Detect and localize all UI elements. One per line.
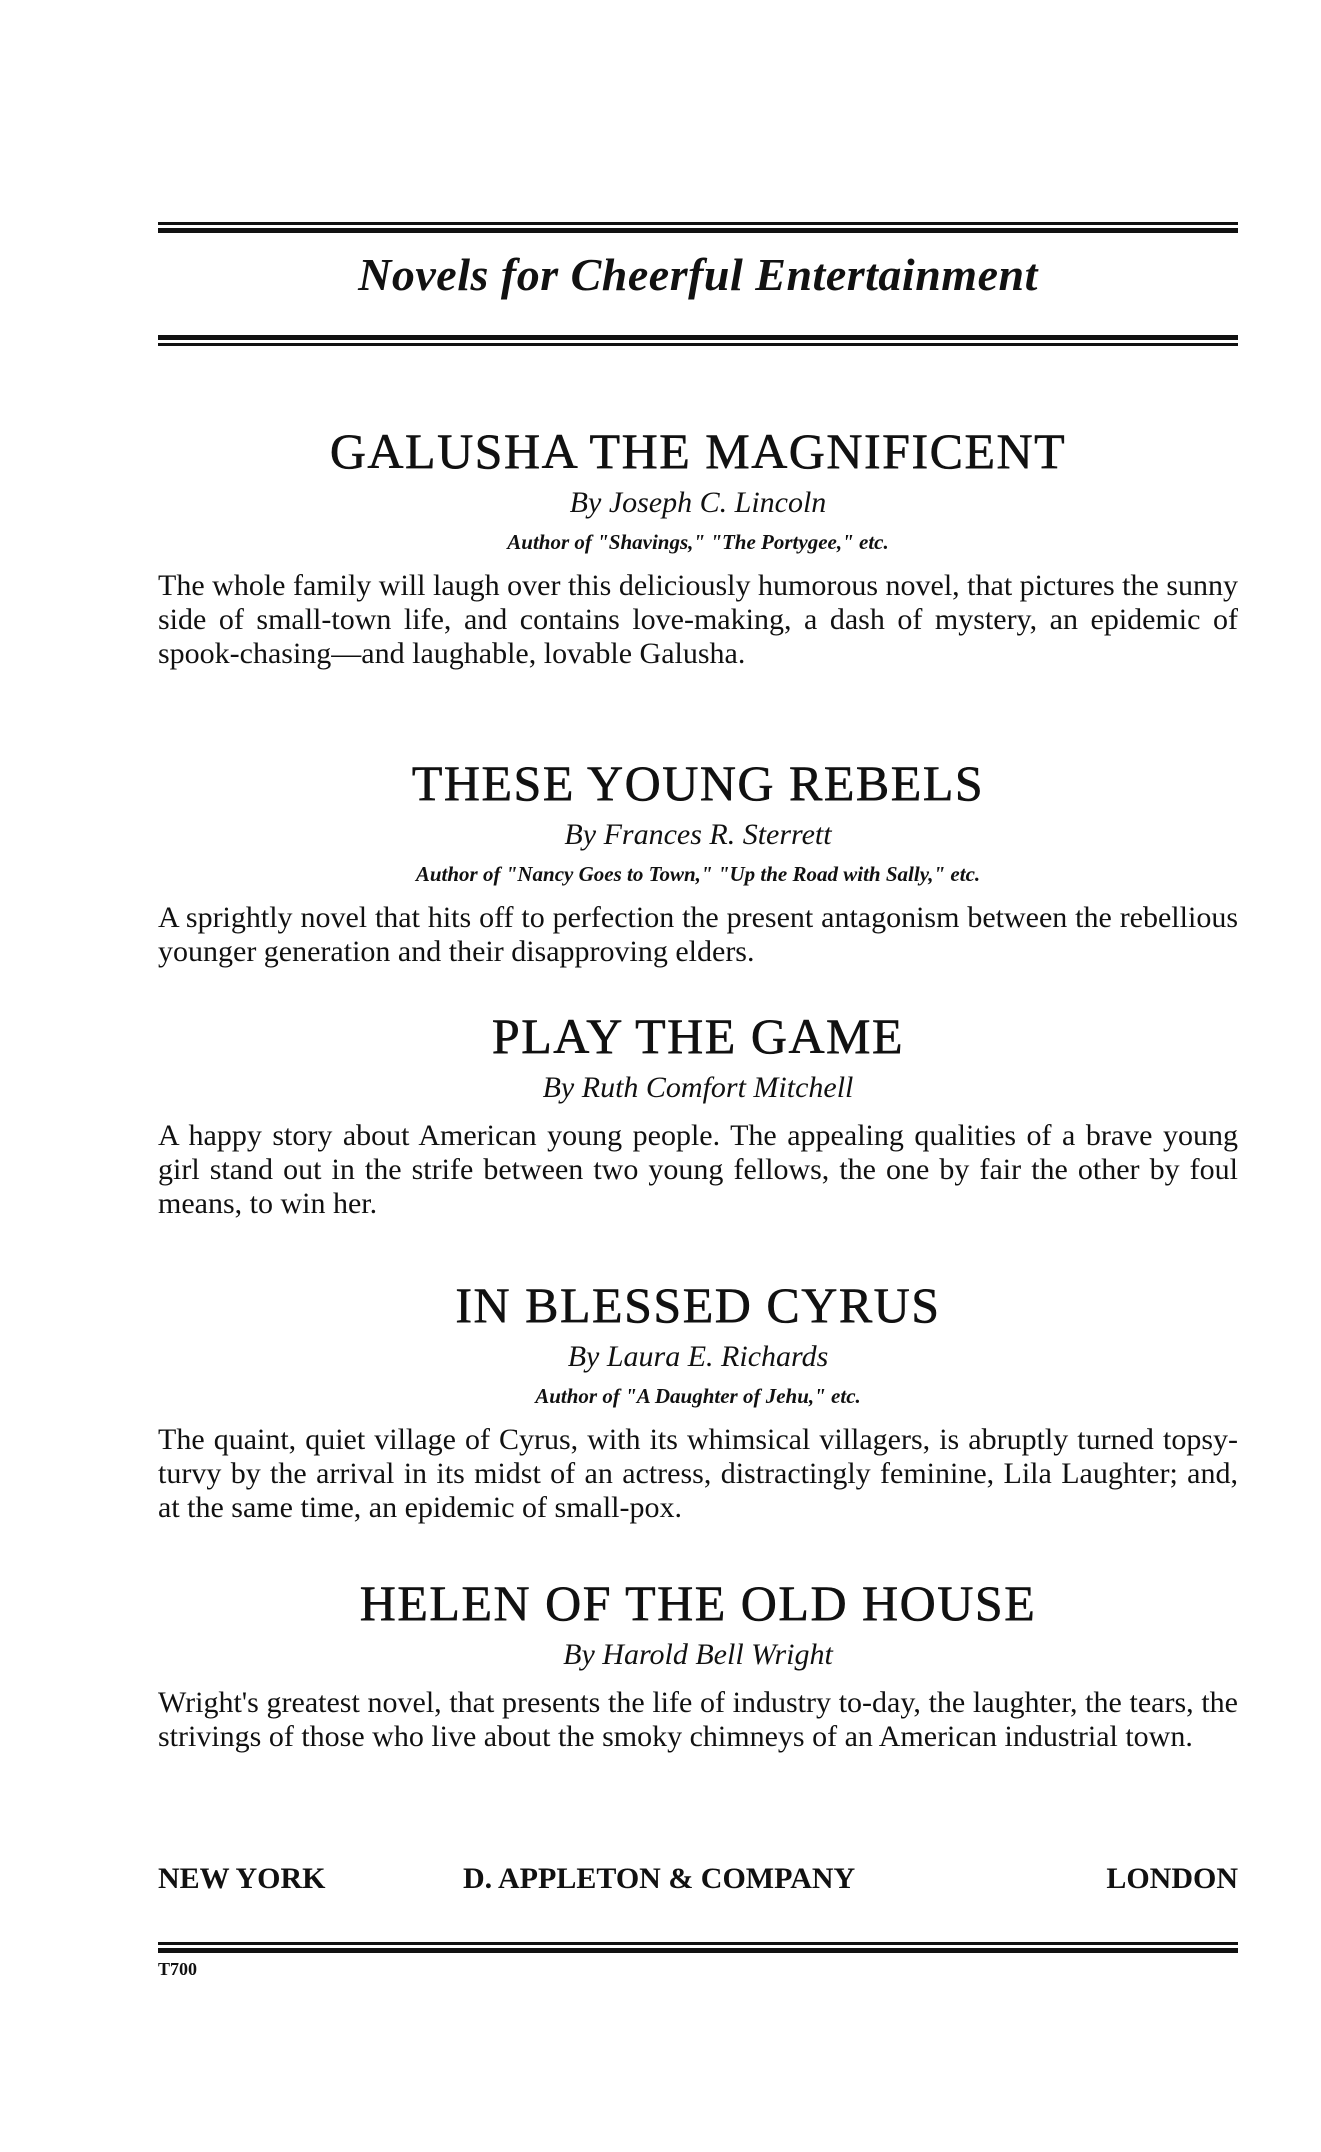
book-byline: By Laura E. Richards [567, 1340, 829, 1373]
book-author-of: Author of "Nancy Goes to Town," "Up the Road with Sally," etc. [415, 862, 981, 886]
book-byline: By Joseph C. Lincoln [569, 486, 827, 519]
book-description: A happy story about American young people. The appealing qualities of a brave young girl stand out in the strife between two young fellows, the one by fair the other by foul means, to win her. [158, 1119, 1238, 1220]
book-entry [158, 1277, 1238, 1525]
catalog-code: T700 [158, 1959, 198, 1979]
footer-rule [158, 1942, 1238, 1954]
book-description: The whole family will laugh over this deliciously humorous novel, that pictures the sunny side of small-town life, and contains love-making, a dash of mystery, an epidemic of spook-chasing—and laughable, lovable Galusha. [158, 569, 1238, 670]
publisher-name: D. APPLETON & COMPANY [463, 1862, 856, 1895]
book-title: HELEN OF THE OLD HOUSE [359, 1575, 1037, 1631]
book-title: PLAY THE GAME [491, 1008, 905, 1064]
book-title: GALUSHA THE MAGNIFICENT [329, 423, 1067, 479]
publisher-city-right: LONDON [1106, 1862, 1238, 1895]
book-entry [158, 423, 1238, 671]
book-entry [158, 1575, 1238, 1754]
header-bottom-rule [158, 335, 1238, 347]
book-description: The quaint, quiet village of Cyrus, with its whimsical villagers, is abruptly turned topsy-turvy by the arrival in its midst of an actress, distractingly feminine, Lila Laughter; and, at the same time, an epidemic of small-pox. [158, 1423, 1238, 1524]
book-entry [158, 1008, 1238, 1221]
book-byline: By Ruth Comfort Mitchell [542, 1071, 854, 1104]
book-description: A sprightly novel that hits off to perfection the present antagonism between the rebellious younger generation and their disapproving elders. [158, 901, 1238, 968]
book-title: THESE YOUNG REBELS [411, 755, 985, 811]
publisher-line [158, 1864, 1238, 1898]
book-author-of: Author of "A Daughter of Jehu," etc. [535, 1384, 861, 1408]
book-byline: By Frances R. Sterrett [564, 818, 832, 851]
book-entry [158, 755, 1238, 969]
page-title: Novels for Cheerful Entertainment [358, 249, 1038, 300]
book-title: IN BLESSED CYRUS [455, 1277, 941, 1333]
header-top-rule [158, 222, 1238, 234]
book-description: Wright's greatest novel, that presents the life of industry to-day, the laughter, the tears, the strivings of those who live about the smoky chimneys of an American industrial town. [158, 1686, 1238, 1753]
book-byline: By Harold Bell Wright [563, 1638, 833, 1671]
publisher-city-left: NEW YORK [158, 1862, 326, 1895]
book-author-of: Author of "Shavings," "The Portygee," etc. [507, 530, 889, 554]
